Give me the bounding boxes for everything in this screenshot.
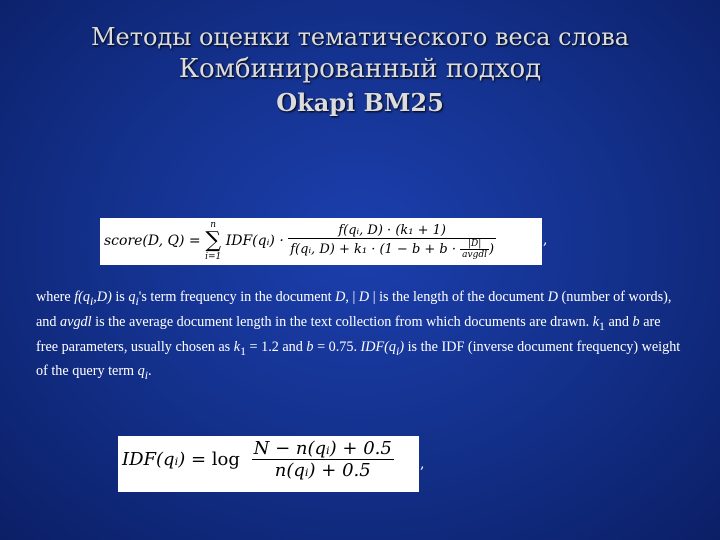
desc-text: = 1.2 and [246,338,307,355]
denominator-left: f(qᵢ, D) + k₁ · (1 − b + b · [290,241,457,257]
desc-text: is [111,289,129,305]
idf-fraction [252,438,394,481]
length-ratio-denominator: avgdl [462,249,488,260]
desc-text: . [148,363,152,380]
desc-text: | is the length of the document [369,289,548,305]
score-fraction [288,223,496,260]
idf-term: IDF(qᵢ) · [225,233,284,249]
desc-var: D [547,289,558,305]
desc-sub: i [396,343,400,358]
desc-var: IDF(q [360,338,397,355]
desc-text: , | [345,289,359,305]
desc-var: ,D) [93,289,112,305]
desc-sub: i [144,368,149,383]
desc-text: are free parameters, usually chosen as [36,313,661,355]
idf-denominator: n(qᵢ) + 0.5 [252,459,394,481]
bm25-score-formula [100,218,542,265]
score-numerator: f(qᵢ, D) · (k₁ + 1) [338,222,446,238]
score-formula-comma: , [543,232,548,248]
sum-symbol: ∑ [205,228,222,253]
denominator-right: ) [489,241,495,257]
desc-text: 's term frequency in the document [138,289,336,305]
desc-text: (number of words), and [36,289,672,330]
desc-var: k [233,338,241,355]
title-line-2: Комбинированный подход [178,54,542,84]
log-operator: log [211,449,240,470]
score-denominator [288,238,496,260]
length-ratio-numerator: |D| [467,238,482,249]
score-lhs: score(D, Q) = [104,233,201,249]
desc-var: b [306,338,314,355]
desc-var: q [137,363,145,380]
desc-text: is the IDF (inverse document frequency) weight of the query term [36,338,681,380]
sum-lower-limit: i=1 [205,252,222,262]
desc-sub: i [135,293,139,308]
desc-text: and [604,313,633,330]
desc-text: = 0.75. [313,338,361,355]
desc-var: f(q [74,289,90,305]
sum-upper-limit: n [210,220,217,230]
desc-var: D [335,289,346,305]
formula-description [36,287,686,386]
summation [205,220,221,262]
desc-text: is the average document length in the text collection from which documents are drawn. [91,313,593,330]
desc-var: avgdl [60,313,92,330]
idf-lhs: IDF(qᵢ) = [122,449,207,470]
title-line-3: Okapi BM25 [276,88,444,117]
desc-text: where [36,289,75,305]
length-ratio-fraction [460,239,489,260]
idf-formula [118,436,419,492]
desc-sub: 1 [599,318,605,333]
desc-sub: 1 [240,343,246,358]
title-line-1: Методы оценки тематического веса слова [90,23,630,51]
slide-title [0,22,720,120]
idf-formula-comma: , [420,456,425,472]
desc-var: k [592,313,600,330]
desc-var: D [358,289,370,305]
desc-var: q [128,289,136,305]
idf-numerator: N − n(qᵢ) + 0.5 [253,438,392,459]
desc-var: ) [399,338,405,355]
desc-sub: i [89,293,94,308]
desc-var: b [632,313,640,330]
